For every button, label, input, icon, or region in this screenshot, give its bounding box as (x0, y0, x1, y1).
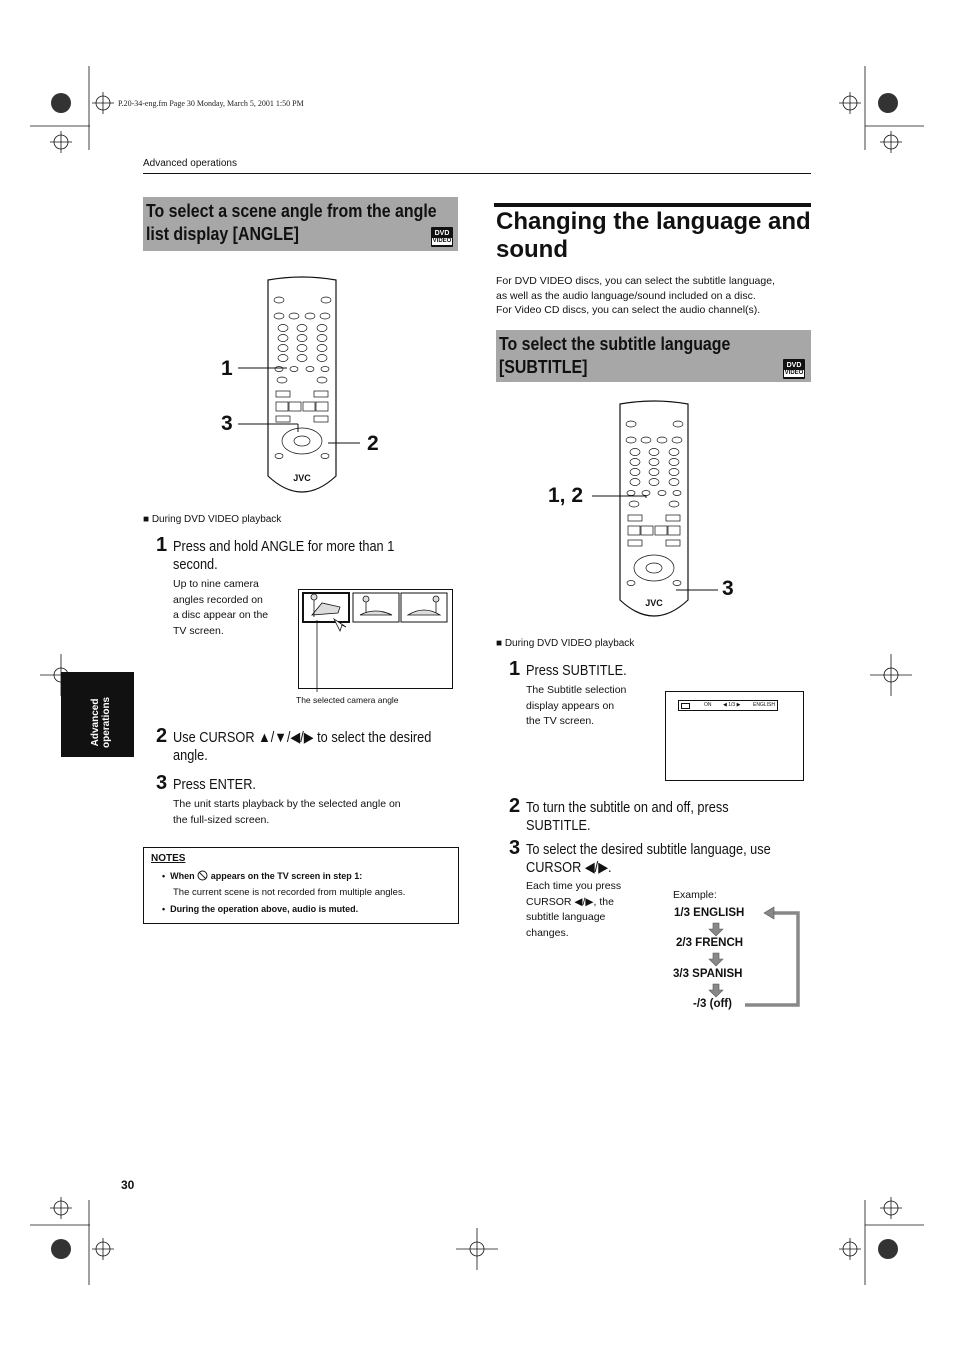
notes-box (143, 847, 459, 924)
note-item-2: • During the operation above, audio is muted. (162, 904, 359, 914)
language-intro: For DVD VIDEO discs, you can select the subtitle language, as well as the audio language/sound included on a disc. For Video CD discs, you can select the audio channel(s). (496, 275, 775, 316)
angle-step-1-text: Press and hold ANGLE for more than 1 second. (173, 539, 395, 573)
language-option-off: -/3 (off) (693, 998, 732, 1010)
no-angle-icon (197, 870, 208, 881)
remote-brand-logo-2: JVC (645, 598, 663, 608)
callout-steps-1-2: 1, 2 (548, 484, 584, 507)
subtitle-section-title-bar (496, 330, 811, 382)
callout-step-3-subtitle: 3 (722, 577, 734, 600)
subtitle-step-3-number: 3 (509, 837, 521, 859)
remote-brand-logo: JVC (293, 473, 311, 483)
angle-section-title-bar (143, 197, 458, 251)
angle-step-1-number: 1 (156, 534, 168, 556)
subtitle-step-3-description: Each time you press CURSOR ◀/▶, the subtitle language changes. (526, 880, 622, 939)
language-option-english: 1/3 ENGLISH (674, 907, 745, 919)
angle-step-2-number: 2 (156, 725, 168, 747)
language-cycle-arrows (700, 905, 805, 1010)
angle-step-3-text: Press ENTER. (173, 777, 256, 793)
osd-track: ◀ 1/3 ▶ (723, 702, 741, 708)
subtitle-step-3-text: To select the desired subtitle language, use CURSOR ◀/▶. (526, 842, 771, 876)
header-rule (143, 173, 811, 174)
notes-heading: NOTES (151, 853, 186, 864)
subtitle-step-1-description: The Subtitle selection display appears on the TV screen. (526, 684, 627, 727)
angle-step-2-text: Use CURSOR ▲/▼/◀/▶ to select the desired angle. (173, 730, 432, 764)
subtitle-during-playback-label: ■ During DVD VIDEO playback (496, 638, 635, 649)
subtitle-icon (681, 703, 690, 709)
language-section-title: Changing the language and sound (496, 208, 811, 263)
selected-angle-leader (314, 620, 320, 695)
subtitle-step-1-number: 1 (509, 658, 521, 680)
language-title-rule (494, 203, 811, 207)
subtitle-osd-bar (678, 700, 778, 711)
osd-language: ENGLISH (753, 702, 775, 708)
dvd-video-badge-2: DVD VIDEO (783, 359, 805, 379)
callout-step-2: 2 (367, 432, 379, 455)
during-playback-label: ■ During DVD VIDEO playback (143, 514, 282, 525)
side-tab-label: Advanced operations (90, 696, 112, 748)
angle-step-1-description: Up to nine camera angles recorded on a disc appear on the TV screen. (173, 578, 269, 637)
language-option-spanish: 3/3 SPANISH (673, 968, 743, 980)
callout-step-3: 3 (221, 412, 233, 435)
subtitle-step-2-number: 2 (509, 795, 521, 817)
subtitle-step-1-text: Press SUBTITLE. (526, 663, 627, 679)
selected-angle-label: The selected camera angle (296, 695, 399, 705)
camera-angle-thumbnails (300, 591, 450, 636)
subtitle-step-2-text: To turn the subtitle on and off, press SUBTITLE. (526, 800, 729, 834)
angle-section-title: To select a scene angle from the angle list display [ANGLE] (146, 200, 437, 244)
osd-state: ON (704, 702, 712, 708)
print-header: P.20-34-eng.fm Page 30 Monday, March 5, 2001 1:50 PM (118, 99, 304, 108)
down-arrow-icon (709, 923, 723, 997)
note-item-1-description: The current scene is not recorded from multiple angles. (173, 887, 406, 898)
example-label: Example: (673, 889, 717, 901)
angle-callout-lines (230, 360, 360, 460)
note-item-1: • When appears on the TV screen in step 1: (162, 871, 363, 881)
subtitle-tv-screen (665, 691, 804, 781)
subtitle-callout-lines (590, 490, 720, 600)
subtitle-section-title: To select the subtitle language [SUBTITLE] (499, 333, 731, 377)
side-tab (61, 672, 134, 757)
callout-step-1: 1 (221, 357, 233, 380)
angle-step-3-number: 3 (156, 772, 168, 794)
dvd-video-badge: DVD VIDEO (431, 227, 453, 247)
angle-step-3-description: The unit starts playback by the selected angle on the full-sized screen. (173, 798, 401, 826)
return-arrow-icon (764, 907, 774, 919)
page-number: 30 (121, 1178, 135, 1192)
language-option-french: 2/3 FRENCH (676, 937, 744, 949)
running-head: Advanced operations (143, 158, 237, 169)
